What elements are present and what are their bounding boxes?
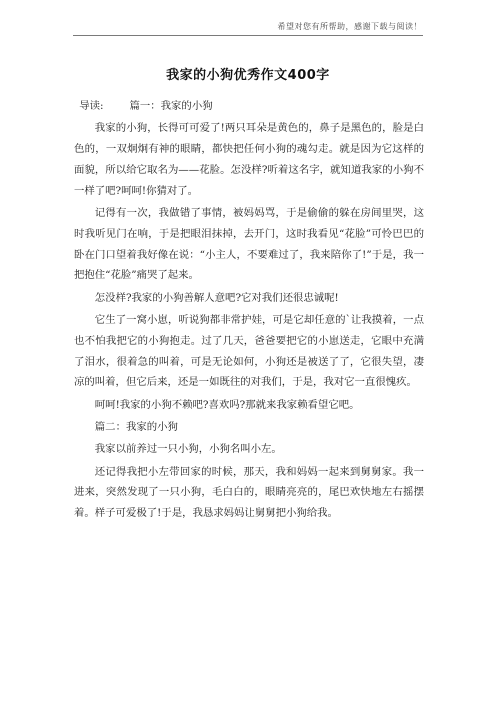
part1-heading: 篇一：我家的小狗	[129, 100, 213, 112]
guide-label: 导读:	[79, 100, 104, 112]
paragraph: 我家以前养过一只小狗，小狗名叫小左。	[94, 443, 282, 456]
document-body	[74, 96, 424, 525]
paragraph: 它生了一窝小崽，听说狗都非常护娃，可是它却任意的`让我摸着，一点也不怕我把它的小狗抱走。过了几天，爸爸要把它的小崽送走，它眼中充满了泪水，很着急的叫着，可是无论如何，小狗还是被送了了，它很失望，凄凉的叫着，但它后来，还是一如既往的对我们，于是，我对它一直很愧疚。	[74, 313, 424, 389]
paragraph: 记得有一次，我做错了事情，被妈妈骂，于是偷偷的躲在房间里哭，这时我听见门在响，于是把眼泪抹掉，去开门，这时我看见“花脸”可怜巴巴的卧在门口望着我好像在说：“小主人，不要难过了，我来陪你了!”于是，我一把抱住“花脸”痛哭了起来。	[74, 206, 424, 282]
document-title: 我家的小狗优秀作文400字	[166, 68, 330, 83]
paragraph: 呵呵!我家的小狗不赖吧?喜欢吗?那就来我家赖看望它吧。	[94, 398, 360, 411]
paragraph: 还记得我把小左带回家的时候，那天，我和妈妈一起来到舅舅家。我一进来，突然发现了一只小狗，毛白白的，眼睛亮亮的，尾巴欢快地左右摇摆着。样子可爱极了!于是，我恳求妈妈让舅舅把小狗给我。	[74, 465, 424, 520]
part2-heading: 篇二：我家的小狗	[94, 420, 178, 433]
paragraph: 我家的小狗，长得可可爱了!两只耳朵是黄色的，鼻子是黑色的，脸是白色的，一双炯炯有神的眼睛，都快把任何小狗的魂勾走。就是因为它这样的面貌，所以给它取名为——花脸。怎没样?听着这名字，就知道我家的小狗不一样了吧?呵呵!你猜对了。	[74, 122, 424, 197]
paragraph: 怎没样?我家的小狗善解人意吧?它对我们还很忠诚呢!	[94, 291, 339, 304]
header-rule	[73, 35, 423, 36]
guide-line	[74, 96, 424, 117]
header-note: 希望对您有所帮助，感谢下载与阅读！	[277, 22, 422, 31]
